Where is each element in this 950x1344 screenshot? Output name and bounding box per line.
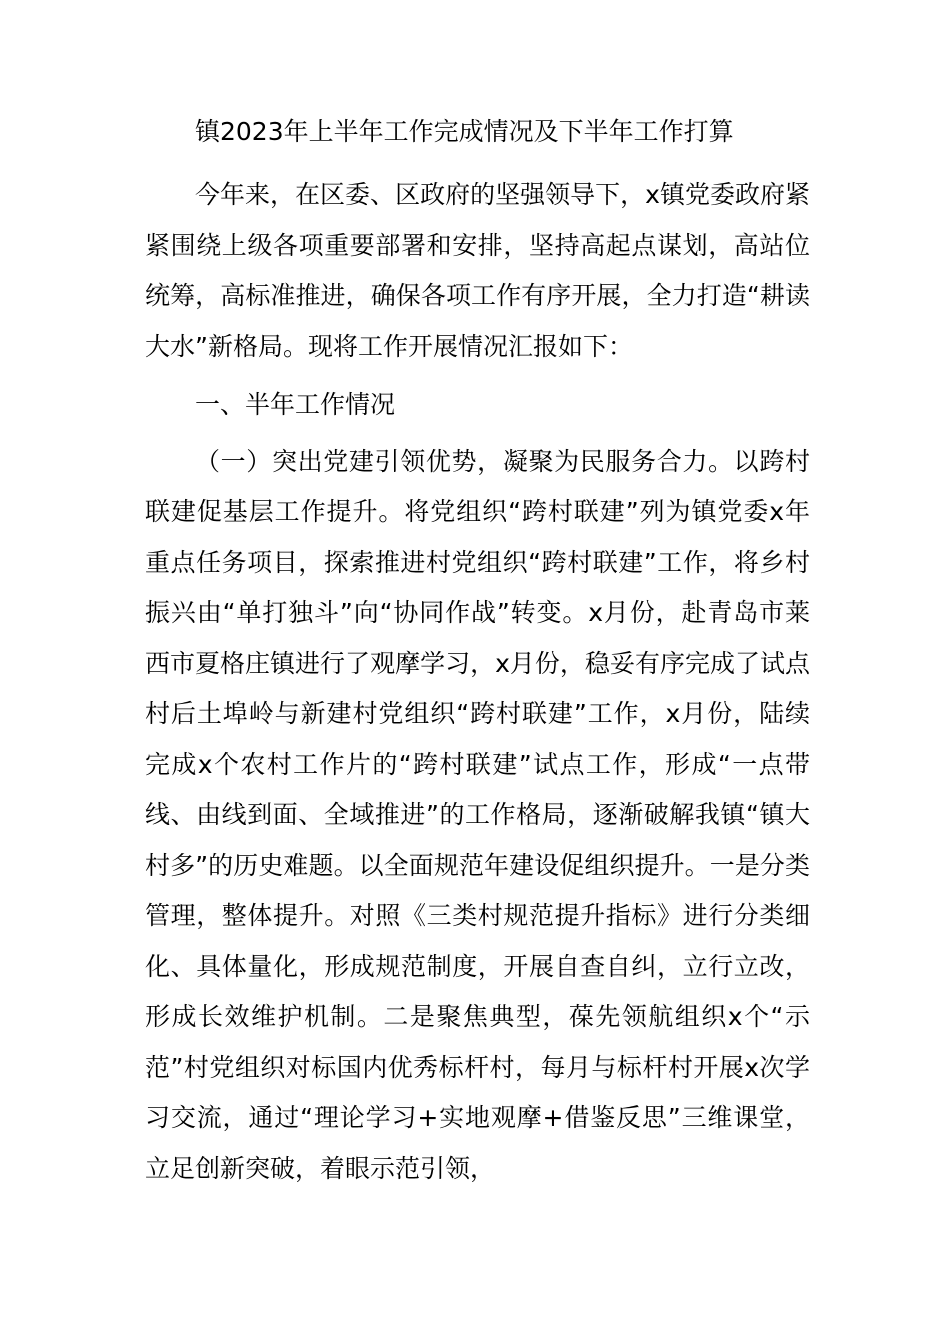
intro-paragraph: 今年来，在区委、区政府的坚强领导下，x镇党委政府紧紧围绕上级各项重要部署和安排，坚持高起点谋划，高站位统筹，高标准推进，确保各项工作有序开展，全力打造“耕读大水”新格局。现将工作开展情况汇报如下： [145,180,810,361]
section-heading: 一、半年工作情况 [195,390,396,419]
document-page [145,112,810,1194]
body-paragraph: （一）突出党建引领优势，凝聚为民服务合力。以跨村联建促基层工作提升。将党组织“跨村联建”列为镇党委x年重点任务项目，探索推进村党组织“跨村联建”工作，将乡村振兴由“单打独斗”向“协同作战”转变。x月份，赴青岛市莱西市夏格庄镇进行了观摩学习，x月份，稳妥有序完成了试点村后土埠岭与新建村党组织“跨村联建”工作，x月份，陆续完成x个农村工作片的“跨村联建”试点工作，形成“一点带线、由线到面、全域推进”的工作格局，逐渐破解我镇“镇大村多”的历史难题。以全面规范年建设促组织提升。一是分类管理，整体提升。对照《三类村规范提升指标》进行分类细化、具体量化，形成规范制度，开展自查自纠，立行立改，形成长效维护机制。二是聚焦典型，葆先领航组织x个“示范”村党组织对标国内优秀标杆村，每月与标杆村开展x次学习交流，通过“理论学习+实地观摩+借鉴反思”三维课堂，立足创新突破，着眼示范引领， [145,446,810,1183]
document-title: 镇2023年上半年工作完成情况及下半年工作打算 [195,117,734,146]
